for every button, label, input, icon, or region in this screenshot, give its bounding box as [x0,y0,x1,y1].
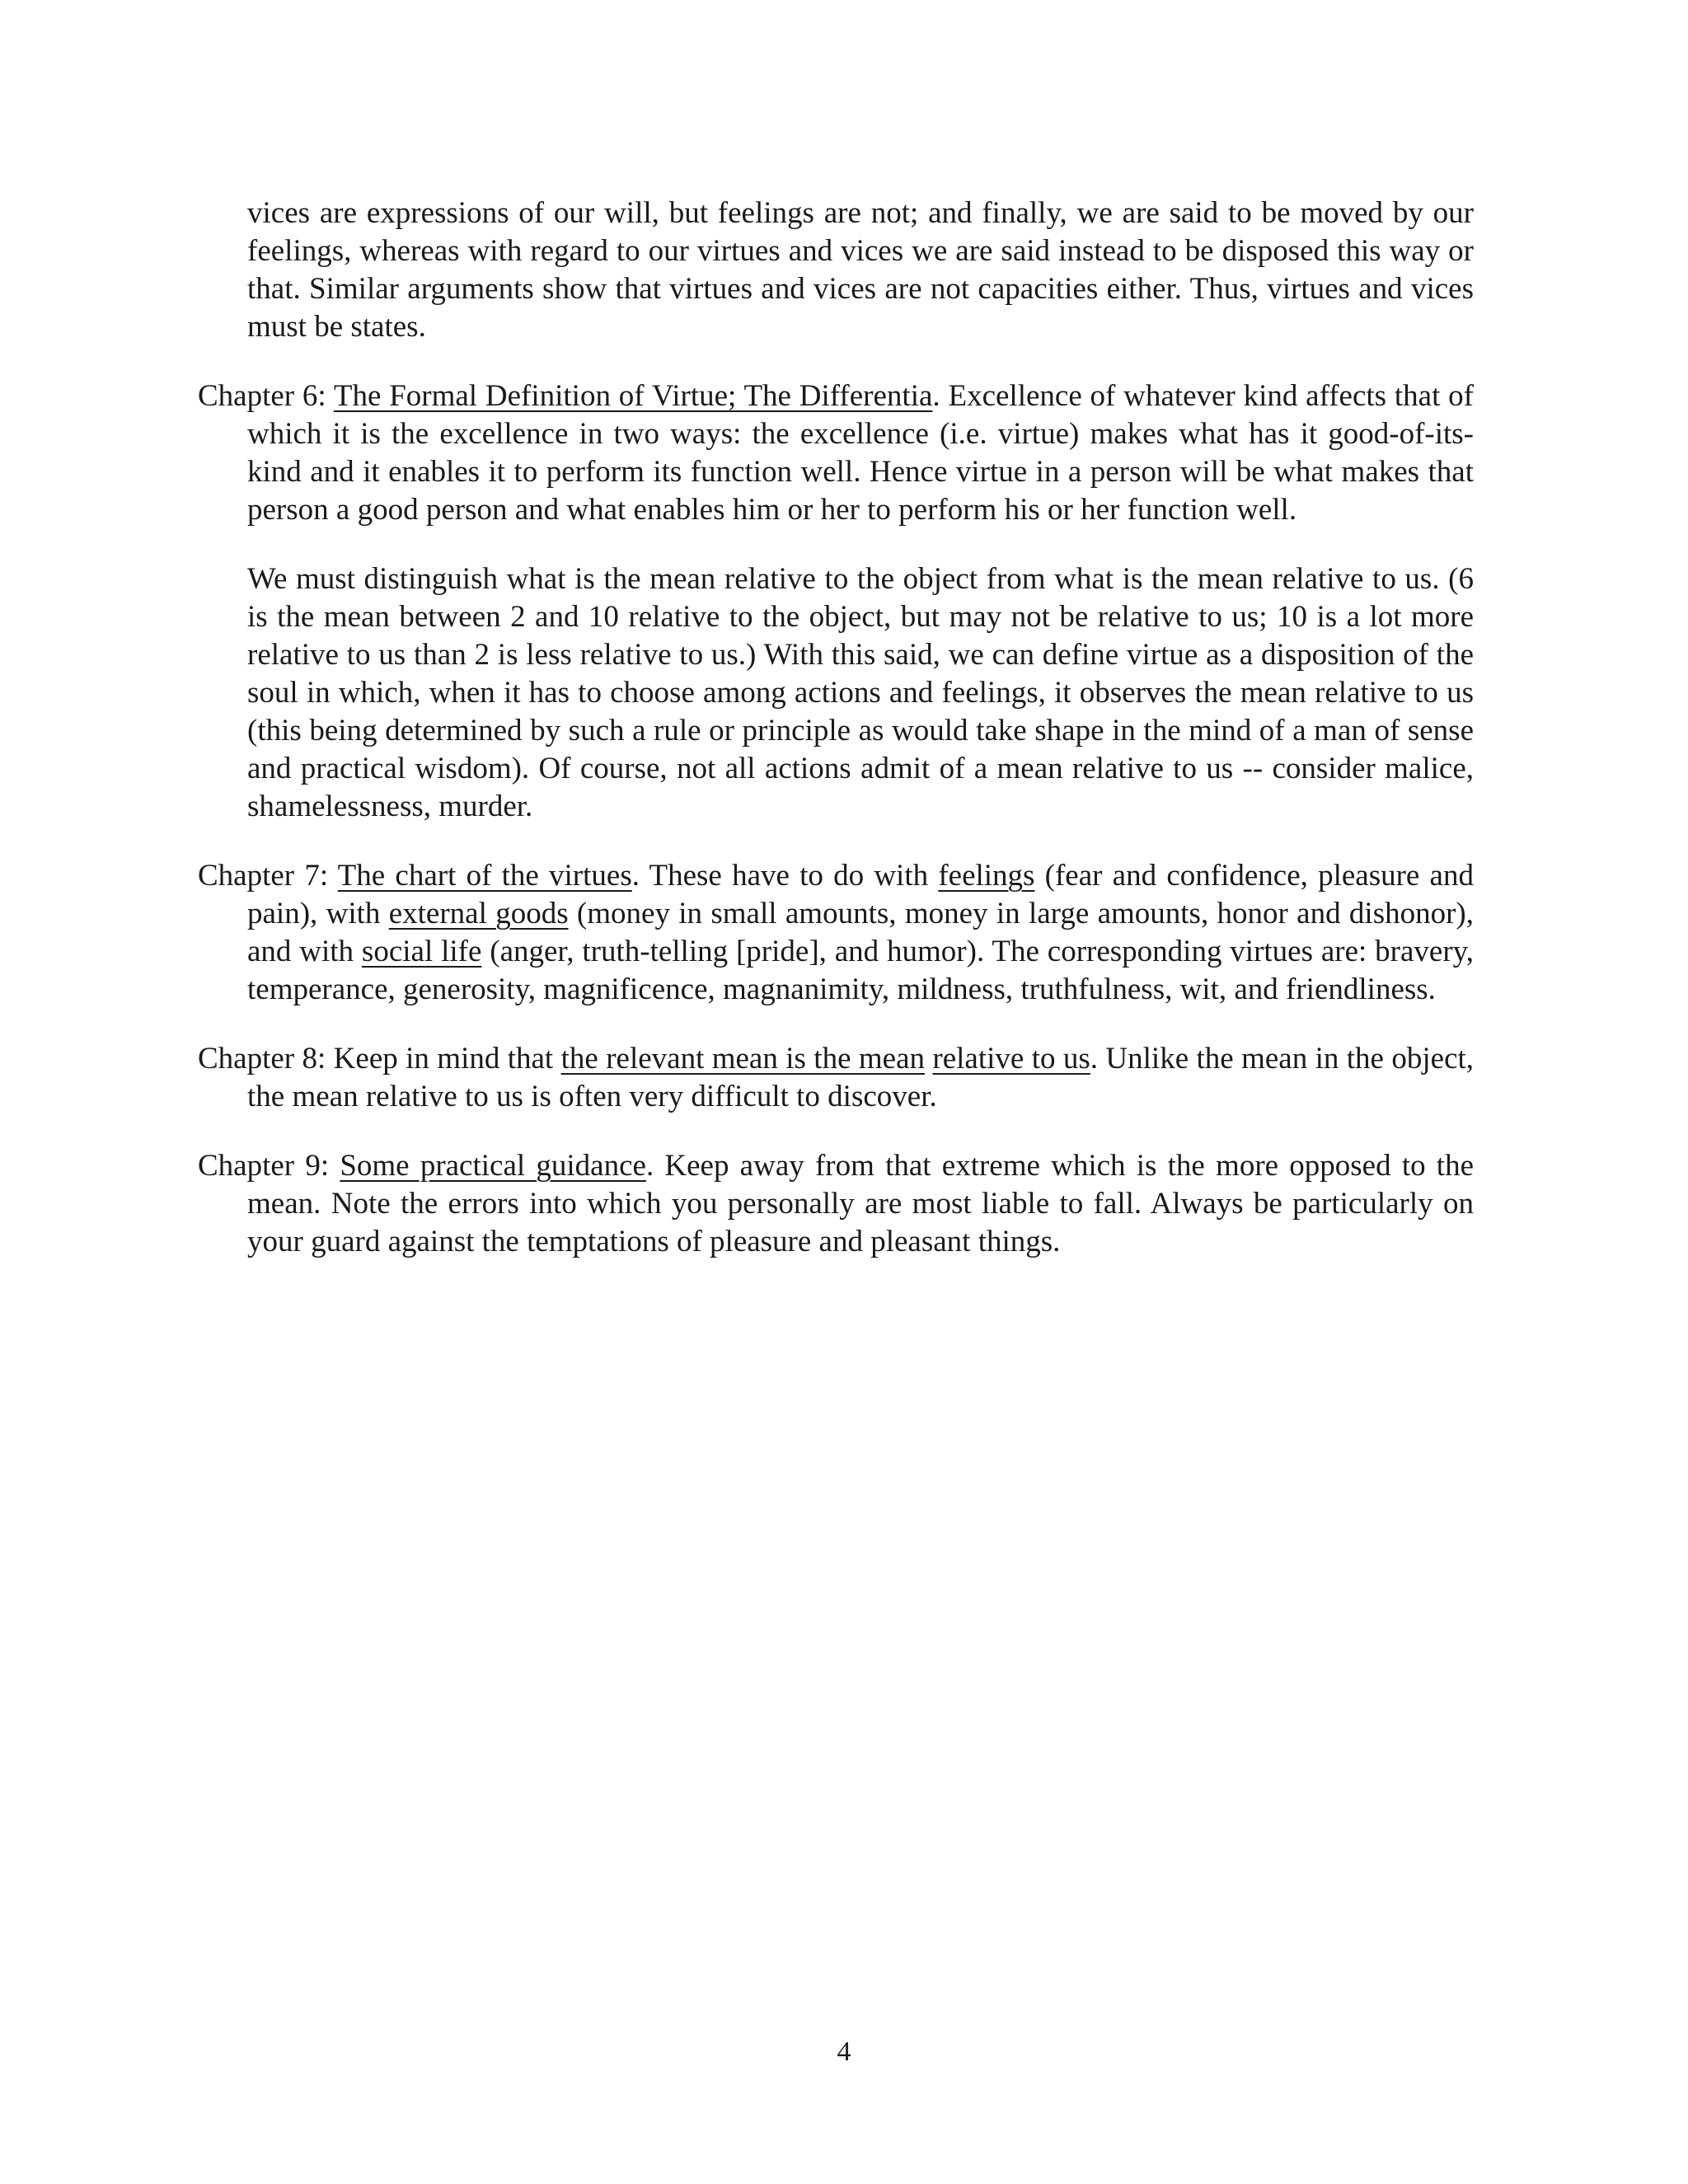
chapter-8-term-relevant-mean: the relevant mean is the mean [560,1042,926,1076]
chapter-6-mean-paragraph [198,560,1474,826]
chapter-7-term-feelings: feelings [938,859,1035,893]
continuation-paragraph [198,194,1474,346]
chapter-7-text-4: (anger, truth-telling [pride], and humor). The corresponding virtues are: bravery, temperance, generosity, magnificence, magnanimity, mildness, truthfulness, wit, and friendliness. [247,935,1474,1006]
chapter-6-mean-text: We must distinguish what is the mean relative to the object from what is the mean relative to us. (6 is the mean between 2 and 10 relative to the object, but may not be relative to us; 10 is a lot more relative to us than 2 is less relative to us.) With this said, we can define virtue as a disposition of the soul in which, when it has to choose among actions and feelings, it observes the mean relative to us (this being determined by such a rule or principle as would take shape in the mind of a man of sense and practical wisdom). Of course, not all actions admit of a mean relative to us -- consider malice, shamelessness, murder. [247,562,1474,823]
chapter-8-space [925,1042,932,1076]
page-number: 4 [837,2036,851,2067]
chapter-6-text: . Excellence of whatever kind affects that of which it is the excellence in two ways: the excellence (i.e. virtue) makes what has it good-of-its-kind and it enables it to perform its function well. Hence virtue in a person will be what makes that person a good person and what enables him or her to perform his or her function well. [247,379,1474,527]
chapter-7-text-3: (money in small amounts, money in large amounts, honor and dishonor), and with [247,897,1474,968]
chapter-6-paragraph [198,377,1474,529]
chapter-7-text-1: . These have to do with [631,859,939,893]
chapter-8-term-relative-to-us: relative to us [932,1042,1090,1076]
chapter-7-term-social-life: social life [361,935,482,968]
chapter-7-term-external-goods: external goods [388,897,569,930]
chapter-9-paragraph [198,1147,1474,1261]
chapter-6-label: Chapter 6: [198,379,334,413]
chapter-9-heading: Some practical guidance [340,1149,646,1183]
chapter-7-text-2: (fear and confidence, pleasure and pain), with [247,859,1474,930]
chapter-8-label: Chapter 8: Keep in mind that [198,1042,561,1076]
chapter-7-paragraph [198,857,1474,1009]
chapter-9-label: Chapter 9: [198,1149,340,1183]
chapter-7-heading: The chart of the virtues [337,859,632,893]
chapter-6-heading: The Formal Definition of Virtue; The Differentia [333,379,933,413]
chapter-7-label: Chapter 7: [198,859,338,893]
page-body [198,194,1474,1292]
continuation-text: vices are expressions of our will, but feelings are not; and finally, we are said to be moved by our feelings, whereas with regard to our virtues and vices we are said instead to be disposed this way or that. Similar arguments show that virtues and vices are not capacities either. Thus, virtues and vices must be states. [247,196,1474,344]
chapter-8-text: . Unlike the mean in the object, the mean relative to us is often very difficult to discover. [247,1042,1475,1113]
chapter-8-paragraph [198,1040,1474,1116]
chapter-9-text: . Keep away from that extreme which is the more opposed to the mean. Note the errors into which you personally are most liable to fall. Always be particularly on your guard against the temptations of pleasure and pleasant things. [247,1149,1475,1258]
